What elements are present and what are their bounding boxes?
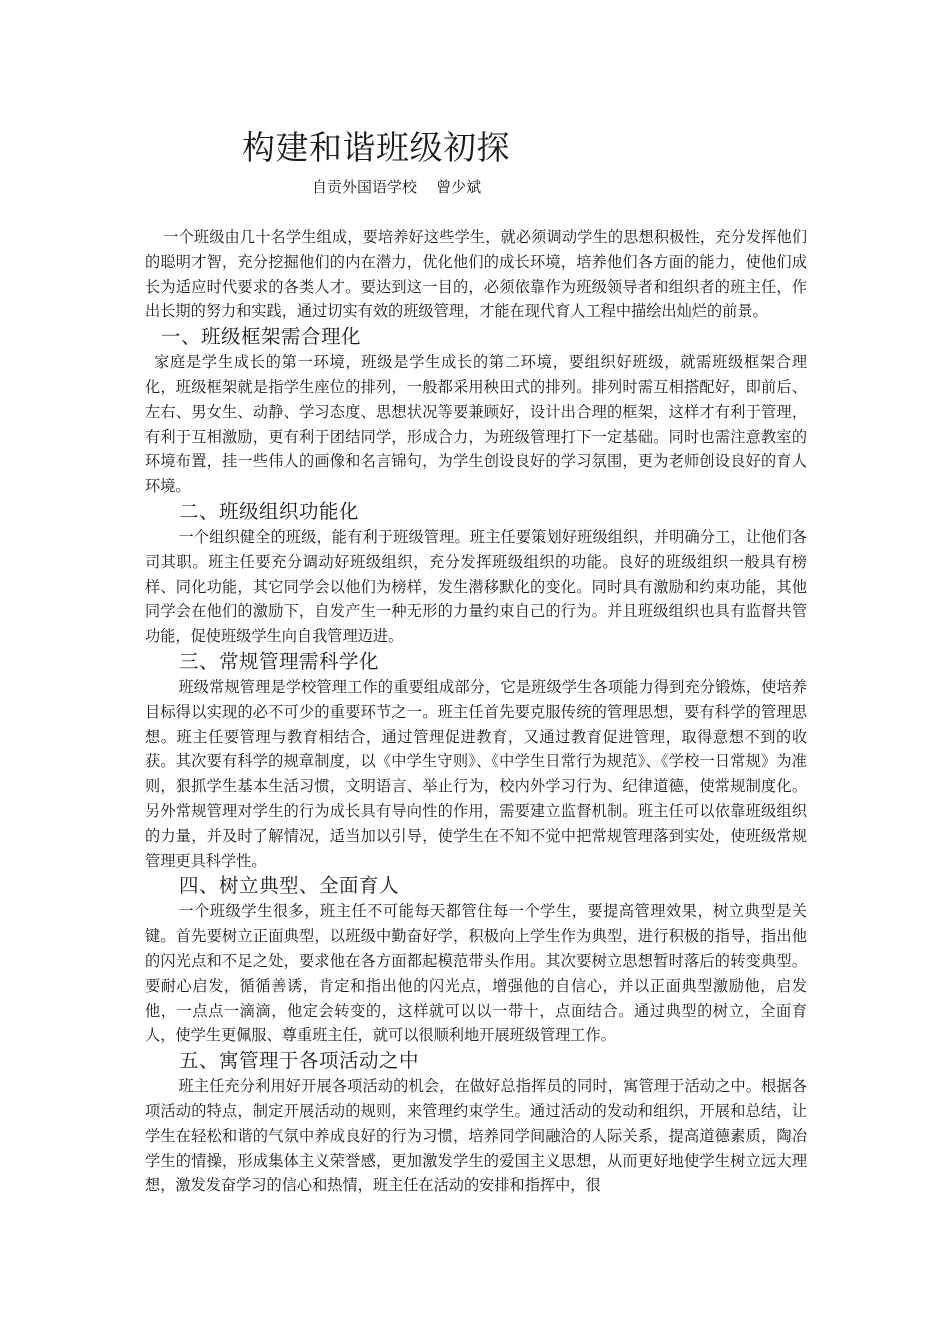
document-body <box>145 225 807 1198</box>
intro-paragraph: 一个班级由几十名学生组成，要培养好这些学生，就必须调动学生的思想积极性，充分发挥他们的聪明才智，充分挖掘他们的内在潜力，优化他们的成长环境，培养他们各方面的能力，使他们成长为适应时代要求的各类人才。要达到这一目的，必须依靠作为班级领导者和组织者的班主任，作出长期的努力和实践，通过切实有效的班级管理，才能在现代育人工程中描绘出灿烂的前景。 <box>145 228 807 321</box>
section-heading-1: 一、班级框架需合理化 <box>161 325 362 349</box>
section-body-4: 一个班级学生很多，班主任不可能每天都管住每一个学生，要提高管理效果，树立典型是关键。首先要树立正面典型，以班级中勤奋好学，积极向上学生作为典型，进行积极的指导，指出他的闪光点和不足之处，要求他在各方面都起模范带头作用。其次要树立思想暂时落后的转变典型。要耐心启发，循循善诱，肯定和指出他的闪光点，增强他的自信心，并以正面典型激励他，启发他，一点点一滴滴，他定会转变的，这样就可以以一带十，点面结合。通过典型的树立，全面育人，使学生更佩服、尊重班主任，就可以很顺利地开展班级管理工作。 <box>145 902 807 1045</box>
section-body-2: 一个组织健全的班级，能有利于班级管理。班主任要策划好班级组织，并明确分工，让他们各司其职。班主任要充分调动好班级组织，充分发挥班级组织的功能。良好的班级组织一般具有榜样、同化功能，其它同学会以他们为榜样，发生潜移默化的变化。同时具有激励和约束功能，其他同学会在他们的激励下，自发产生一种无形的力量约束自己的行为。并且班级组织也具有监督共管功能，促使班级学生向自我管理迈进。 <box>145 527 807 646</box>
section-heading-5: 五、寓管理于各项活动之中 <box>179 1049 420 1073</box>
section-heading-3: 三、常规管理需科学化 <box>179 649 380 673</box>
document-byline: 自贡外国语学校 曾少斌 <box>312 178 482 196</box>
section-heading-4: 四、树立典型、全面育人 <box>179 874 400 898</box>
section-body-1: 家庭是学生成长的第一环境，班级是学生成长的第二环境，要组织好班级，就需班级框架合理化，班级框架就是指学生座位的排列，一般都采用秧田式的排列。排列时需互相搭配好，即前后、左右、男女生、动静、学习态度、思想状况等要兼顾好，设计出合理的框架，这样才有利于管理，有利于互相激励，更有利于团结同学，形成合力，为班级管理打下一定基础。同时也需注意教室的环境布置，挂一些伟人的画像和名言锦句，为学生创设良好的学习氛围，更为老师创设良好的育人环境。 <box>145 353 807 496</box>
section-body-5: 班主任充分利用好开展各项活动的机会，在做好总指挥员的同时，寓管理于活动之中。根据各项活动的特点，制定开展活动的规则，来管理约束学生。通过活动的发动和组织，开展和总结，让学生在轻松和谐的气氛中养成良好的行为习惯，培养同学间融洽的人际关系，提高道德素质，陶冶学生的情操，形成集体主义荣誉感，更加激发学生的爱国主义思想，从而更好地使学生树立远大理想，激发发奋学习的信心和热情，班主任在活动的安排和指挥中，很 <box>145 1077 807 1195</box>
section-body-3: 班级常规管理是学校管理工作的重要组成部分，它是班级学生各项能力得到充分锻炼，使培养目标得以实现的必不可少的重要环节之一。班主任首先要克服传统的管理思想，要有科学的管理思想。班主任要管理与教育相结合，通过管理促进教育，又通过教育促进管理，取得意想不到的收获。其次要有科学的规章制度，以《中学生守则》、《中学生日常行为规范》、《学校一日常规》为准则，狠抓学生基本生活习惯，文明语言、举止行为，校内外学习行为、纪律道德，使常规制度化。另外常规管理对学生的行为成长具有导向性的作用，需要建立监督机制。班主任可以依靠班级组织的力量，并及时了解情况，适当加以引导，使学生在不知不觉中把常规管理落到实处，使班级常规管理更具科学性。 <box>145 677 807 870</box>
document-title: 构建和谐班级初探 <box>242 128 510 167</box>
section-heading-2: 二、班级组织功能化 <box>179 499 360 523</box>
